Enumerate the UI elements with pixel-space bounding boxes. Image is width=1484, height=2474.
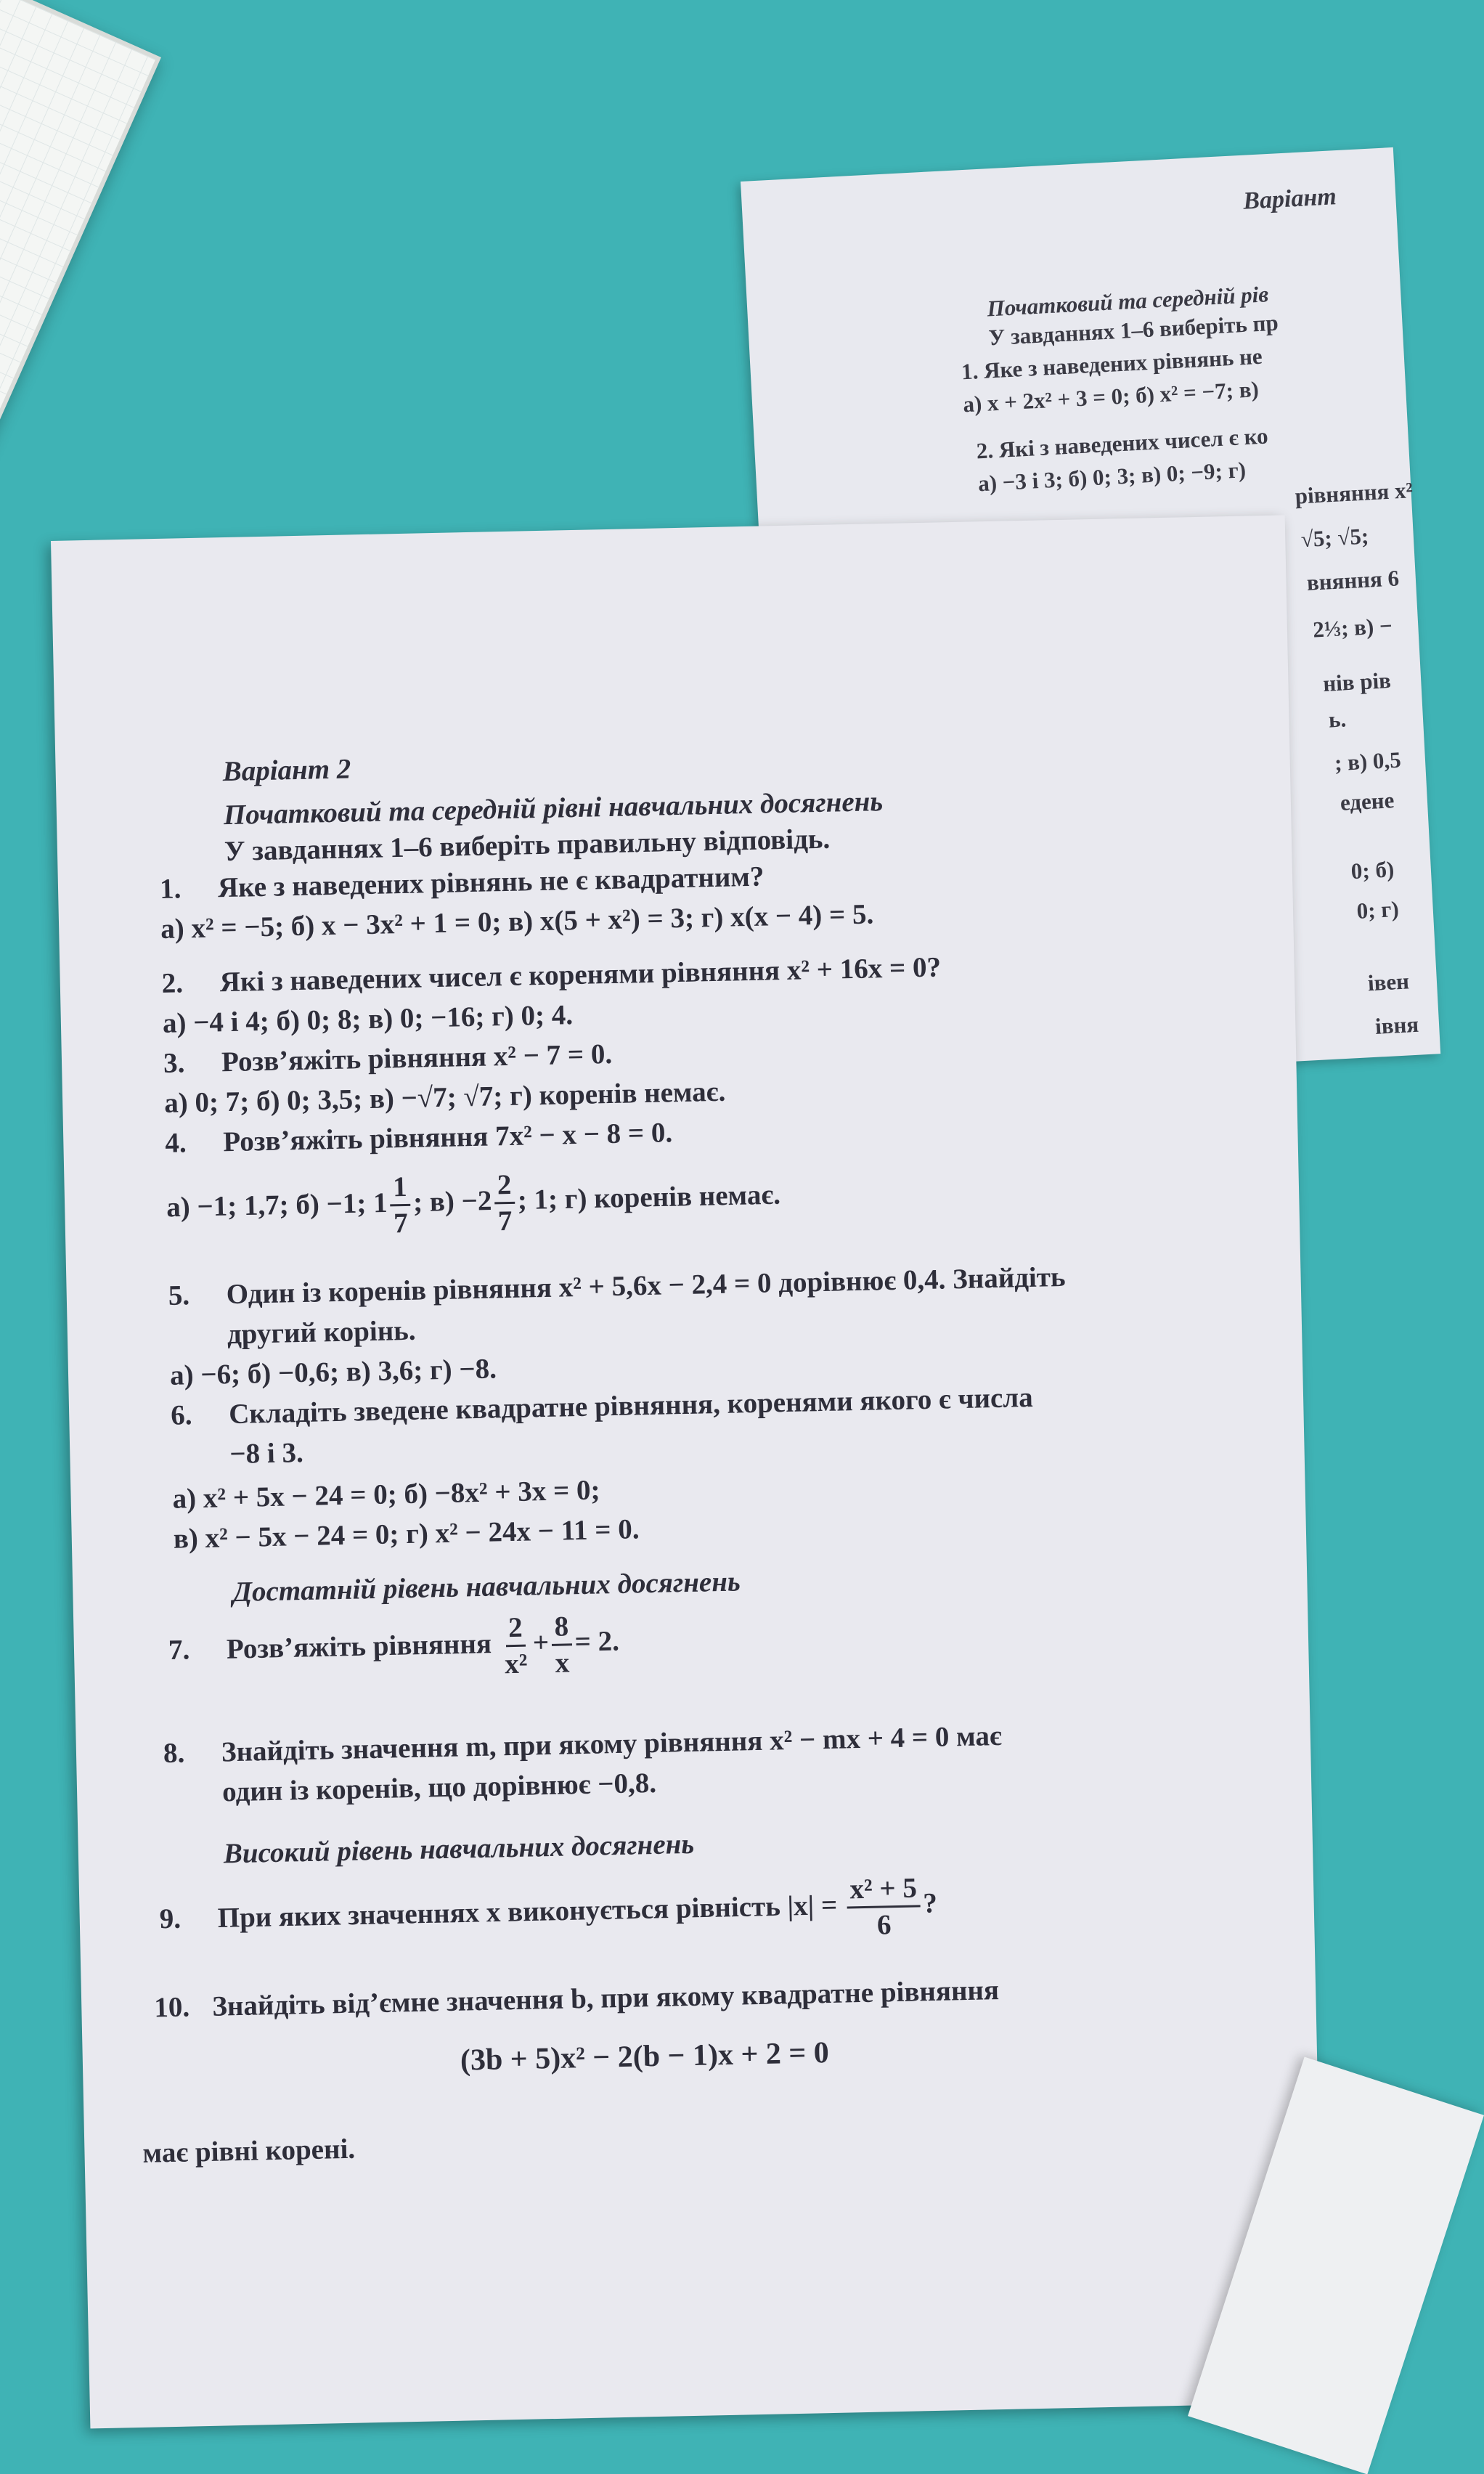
option-text: а) −1; 1,7; б) −1; 1 (166, 1187, 388, 1224)
numerator: 2 (505, 1614, 526, 1648)
option-text: ; 1; г) коренів немає. (517, 1179, 781, 1216)
back-fragment: √5; √5; (1300, 523, 1370, 553)
fraction (390, 1173, 411, 1238)
question-number: 6. (170, 1399, 192, 1431)
question-10-equation: (3b + 5)x² − 2(b − 1)x + 2 = 0 (460, 2036, 830, 2078)
question-number: 3. (163, 1047, 185, 1079)
question-2-options: а) −4 і 4; б) 0; 8; в) 0; −16; г) 0; 4. (162, 999, 574, 1039)
question-text: Розв’яжіть рівняння 7x² − x − 8 = 0. (222, 1117, 673, 1158)
question-3-options: а) 0; 7; б) 0; 3,5; в) −√7; √7; г) коренів немає. (163, 1075, 726, 1119)
question-number: 9. (159, 1903, 182, 1935)
plus-sign: + (532, 1627, 550, 1659)
question-10 (154, 1974, 1000, 2024)
question-5-continued: другий корінь. (227, 1314, 416, 1351)
question-4-options (166, 1165, 781, 1242)
question-1-options: а) x² = −5; б) x − 3x² + 1 = 0; в) x(5 + x²) = 3; г) x(x − 4) = 5. (160, 898, 874, 945)
question-3 (163, 1038, 613, 1080)
question-text: Знайдіть значення m, при якому рівняння x² − mx + 4 = 0 має (221, 1720, 1003, 1768)
back-fragment: івня (1374, 1011, 1419, 1039)
fraction (494, 1168, 515, 1237)
back-fragment: 0; г) (1355, 895, 1400, 924)
back-fragment: едене (1339, 787, 1395, 815)
fraction (847, 1873, 921, 1940)
variant-title: Варіант 2 (222, 753, 351, 788)
question-number: 4. (164, 1127, 187, 1159)
numerator: 2 (494, 1171, 514, 1205)
question-7 (168, 1611, 620, 1685)
back-fragment: нів рів (1322, 667, 1392, 696)
question-5-options: а) −6; б) −0,6; в) 3,6; г) −8. (169, 1353, 497, 1391)
question-text: Розв’яжіть рівняння (226, 1628, 492, 1665)
back-fragment: ; в) 0,5 (1334, 746, 1402, 776)
denominator: 7 (393, 1207, 409, 1240)
denominator: x (555, 1647, 570, 1679)
question-5 (168, 1261, 1066, 1312)
question-text: Яке з наведених рівнянь не є квадратним? (217, 860, 765, 904)
question-number: 8. (163, 1737, 185, 1770)
question-10-continued: має рівні корені. (142, 2133, 356, 2169)
question-4 (165, 1116, 673, 1160)
question-8 (163, 1720, 1003, 1770)
denominator: x² (504, 1648, 528, 1680)
question-text: Які з наведених чисел є коренями рівняння x² + 16x = 0? (219, 951, 942, 998)
question-mark: ? (922, 1887, 938, 1919)
back-fragment: 2⅓; в) − (1312, 612, 1393, 643)
back-fragment: 0; б) (1350, 856, 1395, 884)
question-text: Один із коренів рівняння x² + 5,6x − 2,4 = 0 дорівнює 0,4. Знайдіть (226, 1261, 1066, 1311)
fraction (551, 1612, 572, 1677)
denominator: 6 (876, 1909, 892, 1941)
numerator: 8 (551, 1612, 571, 1646)
level-heading-2: Достатній рівень навчальних досягнень (232, 1566, 741, 1608)
option-text: ; в) −2 (412, 1184, 492, 1218)
question-text: Складіть зведене квадратне рівняння, коренями якого є числа (228, 1381, 1034, 1431)
back-fragment: рівняння x² (1294, 477, 1414, 509)
back-options-1: а) x + 2x² + 3 = 0; б) x² = −7; в) (962, 376, 1260, 418)
question-number: 7. (168, 1634, 190, 1667)
equation-end: = 2. (574, 1625, 620, 1658)
back-title: Варіант (1242, 183, 1337, 215)
question-text: Знайдіть від’ємне значення b, при якому квадратне рівняння (211, 1974, 1000, 2022)
back-fragment: івен (1367, 968, 1410, 996)
numerator: 1 (390, 1173, 410, 1207)
back-fragment: вняння 6 (1306, 565, 1400, 595)
numerator: x² + 5 (847, 1873, 920, 1908)
question-6-options: в) x² − 5x − 24 = 0; г) x² − 24x − 11 = 0. (173, 1513, 640, 1555)
question-number: 2. (161, 967, 184, 999)
back-fragment: ь. (1327, 706, 1347, 733)
back-subtitle: Початковий та середній рів (986, 281, 1269, 322)
question-9 (159, 1873, 938, 1954)
question-text: Розв’яжіть рівняння x² − 7 = 0. (221, 1038, 613, 1078)
question-6-continued: −8 і 3. (229, 1436, 304, 1470)
question-number: 1. (159, 873, 182, 905)
front-worksheet (51, 515, 1324, 2428)
level-heading-1: Початковий та середній рівні навчальних досягнень (223, 786, 884, 831)
denominator: 7 (497, 1205, 513, 1237)
notebook (0, 0, 155, 537)
back-instruction: У завданнях 1–6 виберіть пр (987, 309, 1279, 351)
question-number: 10. (153, 1991, 190, 2024)
question-2 (161, 951, 941, 999)
question-text: При яких значеннях x виконується рівність |x| = (217, 1889, 838, 1934)
level-heading-3: Високий рівень навчальних досягнень (223, 1828, 695, 1870)
fraction (501, 1611, 531, 1680)
question-number: 5. (168, 1279, 190, 1311)
back-options-2: а) −3 і 3; б) 0; 3; в) 0; −9; г) (977, 457, 1247, 497)
question-6-options: а) x² + 5x − 24 = 0; б) −8x² + 3x = 0; (172, 1474, 600, 1515)
back-question-1: 1. Яке з наведених рівнянь не (961, 343, 1263, 385)
back-question-2: 2. Які з наведених чисел є ко (975, 423, 1269, 464)
instruction: У завданнях 1–6 виберіть правильну відповідь. (224, 823, 831, 868)
question-8-continued: один із коренів, що дорівнює −0,8. (221, 1767, 657, 1808)
